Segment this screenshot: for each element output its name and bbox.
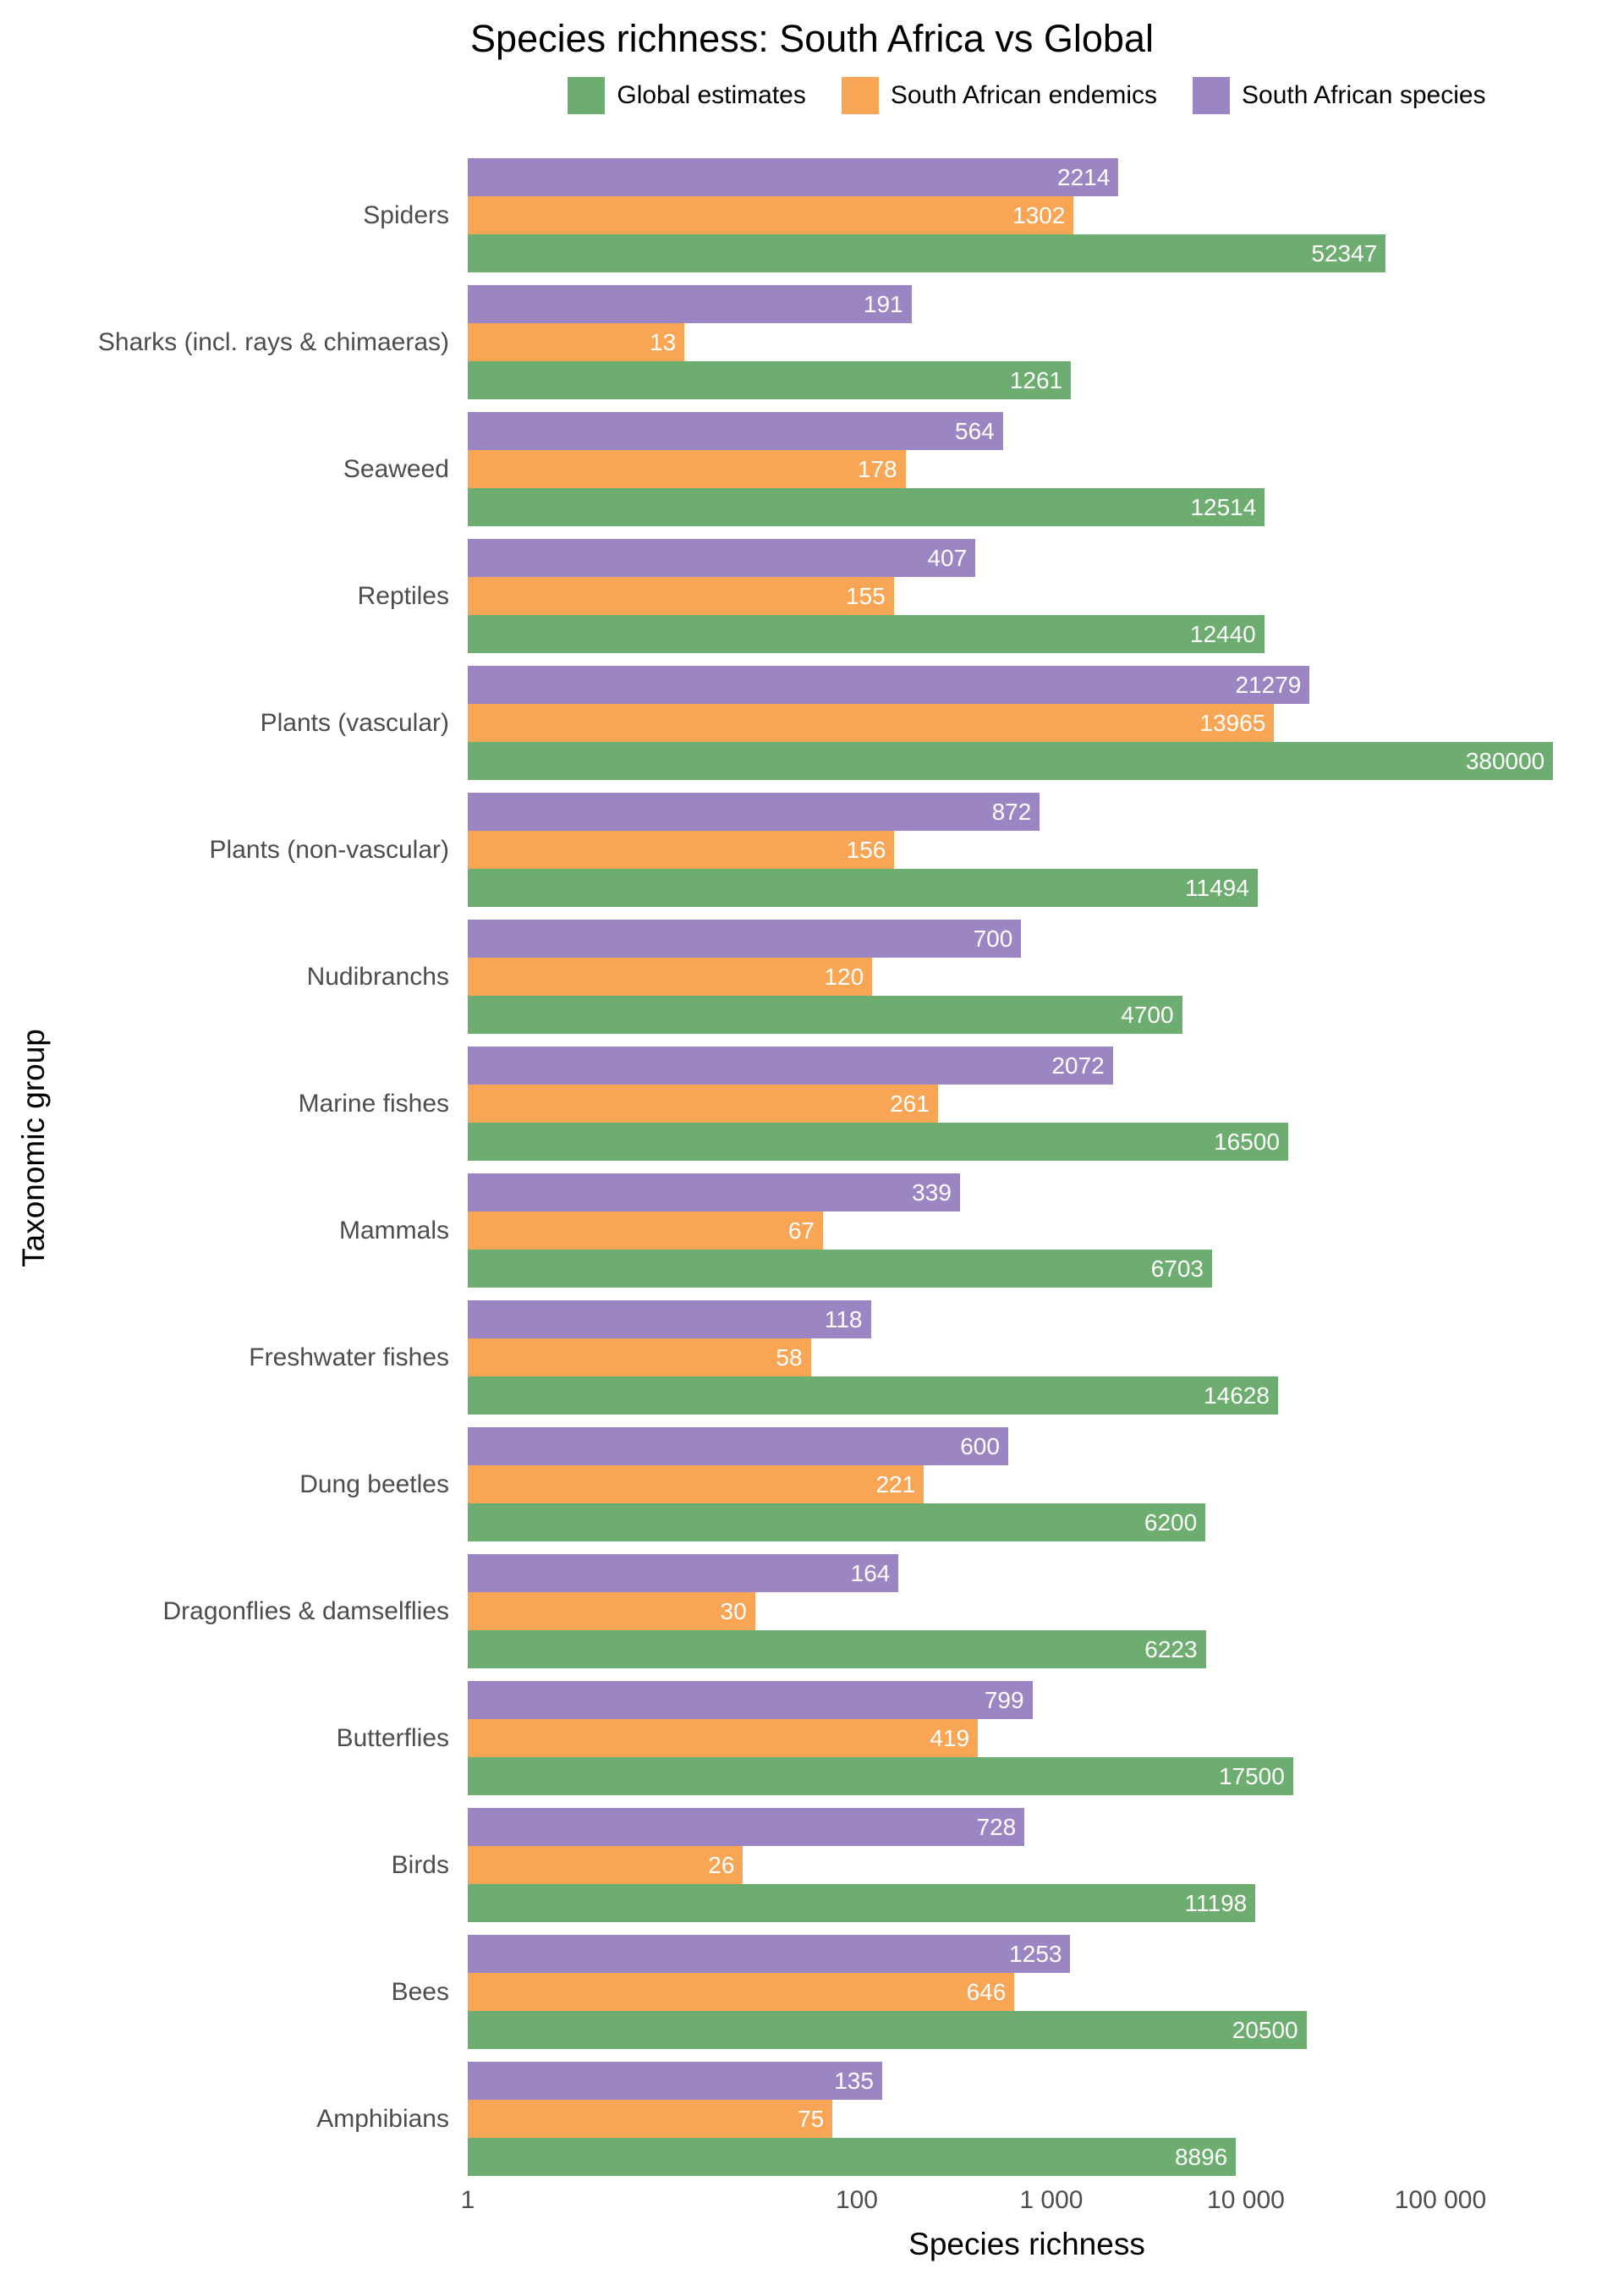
bar [468, 2011, 1307, 2049]
bar [468, 996, 1182, 1034]
category-bars [468, 1047, 1586, 1161]
legend-item [842, 77, 1157, 114]
category-group [0, 920, 1624, 1034]
category-label: Spiders [363, 201, 449, 229]
bar [468, 1592, 755, 1630]
category-bars [468, 1300, 1586, 1415]
bar [468, 920, 1021, 958]
bar [468, 1465, 924, 1503]
bar [468, 361, 1071, 399]
bar [468, 2062, 882, 2100]
bar-value-label: 221 [875, 1470, 916, 1497]
bar-value-label: 12514 [1190, 493, 1257, 520]
bar [468, 1211, 823, 1250]
category-bars [468, 793, 1586, 907]
bar [468, 234, 1385, 272]
bar-value-label: 799 [984, 1686, 1024, 1713]
category-bars [468, 158, 1586, 272]
bar-value-label: 2072 [1051, 1052, 1105, 1079]
bar [468, 158, 1118, 196]
category-label: Dragonflies & damselflies [162, 1596, 449, 1625]
category-group [0, 158, 1624, 272]
bar-value-label: 728 [976, 1813, 1017, 1840]
bar-value-label: 135 [834, 2067, 874, 2094]
bar-value-label: 26 [708, 1851, 735, 1878]
category-bars [468, 666, 1586, 780]
bar-value-label: 120 [824, 963, 864, 990]
legend-swatch [568, 77, 605, 114]
bar [468, 1250, 1212, 1288]
category-label: Birds [391, 1850, 449, 1879]
legend-label: Global estimates [617, 80, 806, 109]
category-group [0, 1300, 1624, 1415]
bar [468, 1554, 898, 1592]
bar-value-label: 13965 [1199, 709, 1266, 736]
x-tick-label: 1 000 [1019, 2186, 1084, 2214]
bar-value-label: 16500 [1214, 1128, 1280, 1155]
category-group [0, 1681, 1624, 1795]
legend-label: South African endemics [890, 80, 1158, 109]
bar-value-label: 872 [991, 798, 1032, 825]
legend-swatch [1193, 77, 1230, 114]
bar-value-label: 261 [890, 1090, 930, 1117]
bar [468, 539, 975, 577]
bar-value-label: 600 [960, 1432, 1000, 1459]
category-bars [468, 539, 1586, 653]
x-axis [460, 2186, 1586, 2218]
legend-item [1193, 77, 1486, 114]
bar [468, 1338, 811, 1376]
bar [468, 666, 1309, 704]
bar [468, 1376, 1278, 1415]
bar-value-label: 12440 [1189, 620, 1256, 647]
chart-title: Species richness: South Africa vs Global [470, 17, 1154, 60]
bar-value-label: 21279 [1235, 671, 1302, 698]
x-tick-label: 100 [835, 2186, 878, 2214]
category-group [0, 1554, 1624, 1668]
bar-value-label: 407 [927, 544, 968, 571]
chart-area [0, 158, 1624, 2262]
category-group [0, 1427, 1624, 1541]
bar-value-label: 339 [912, 1178, 952, 1206]
category-label: Plants (vascular) [260, 708, 449, 737]
bar-value-label: 75 [798, 2105, 825, 2132]
bar [468, 742, 1553, 780]
category-group [0, 2062, 1624, 2176]
bar-value-label: 6223 [1144, 1635, 1198, 1662]
category-group [0, 1047, 1624, 1161]
x-tick-label: 100 000 [1394, 2186, 1487, 2214]
category-label: Reptiles [357, 581, 449, 610]
category-label: Marine fishes [298, 1089, 449, 1118]
bar [468, 615, 1265, 653]
bar [468, 450, 906, 488]
bar [468, 1047, 1113, 1085]
category-label: Freshwater fishes [249, 1343, 449, 1371]
bar-value-label: 58 [776, 1343, 803, 1371]
category-label: Dung beetles [299, 1470, 449, 1498]
bar-value-label: 164 [850, 1559, 891, 1586]
bar [468, 323, 684, 361]
bar [468, 577, 894, 615]
bar [468, 831, 894, 869]
bar-value-label: 1302 [1012, 201, 1066, 228]
bar-value-label: 20500 [1232, 2016, 1298, 2043]
bar-value-label: 17500 [1218, 1762, 1285, 1789]
bar-value-label: 155 [846, 582, 886, 609]
category-label: Nudibranchs [306, 962, 449, 991]
x-axis-title: Species richness [908, 2227, 1145, 2261]
category-label: Plants (non-vascular) [209, 835, 449, 864]
bar-value-label: 1253 [1009, 1940, 1062, 1967]
category-group [0, 1173, 1624, 1288]
category-bars [468, 1173, 1586, 1288]
category-bars [468, 1935, 1586, 2049]
chart-rows [0, 158, 1624, 2176]
bar-value-label: 118 [824, 1305, 863, 1332]
bar [468, 1808, 1024, 1846]
bar-value-label: 1261 [1009, 366, 1063, 393]
bar-value-label: 700 [973, 925, 1013, 952]
bar [468, 1757, 1293, 1795]
bar [468, 412, 1003, 450]
category-label: Seaweed [343, 454, 449, 483]
bar [468, 869, 1258, 907]
bar-value-label: 8896 [1174, 2143, 1228, 2170]
y-axis-title: Taxonomic group [16, 1029, 51, 1267]
bar [468, 2100, 832, 2138]
category-label: Mammals [338, 1216, 449, 1244]
bar-value-label: 646 [966, 1978, 1007, 2005]
bar [468, 1123, 1288, 1161]
x-tick-label: 1 [460, 2186, 475, 2214]
bar-value-label: 6200 [1144, 1508, 1198, 1536]
legend-item [568, 77, 805, 114]
bar-value-label: 191 [863, 290, 903, 317]
bar [468, 196, 1073, 234]
legend-label: South African species [1242, 80, 1486, 109]
bar-value-label: 419 [930, 1724, 970, 1751]
category-label: Amphibians [316, 2104, 449, 2133]
chart-figure [0, 17, 1624, 2291]
category-group [0, 285, 1624, 399]
bar [468, 1173, 960, 1211]
category-group [0, 412, 1624, 526]
bar [468, 488, 1265, 526]
bar [468, 1681, 1033, 1719]
bar [468, 1085, 938, 1123]
category-group [0, 539, 1624, 653]
bar-value-label: 2214 [1057, 163, 1111, 190]
bar-value-label: 11494 [1185, 874, 1249, 901]
bar [468, 1427, 1008, 1465]
bar [468, 793, 1040, 831]
bar-value-label: 6703 [1150, 1255, 1204, 1282]
category-group [0, 793, 1624, 907]
category-bars [468, 1808, 1586, 1922]
bar [468, 1300, 871, 1338]
bar [468, 1846, 743, 1884]
bar-value-label: 13 [650, 328, 677, 355]
bar [468, 1630, 1206, 1668]
chart-legend [468, 76, 1586, 114]
bar-value-label: 30 [720, 1597, 747, 1624]
bar [468, 704, 1274, 742]
category-bars [468, 1681, 1586, 1795]
bar [468, 1973, 1014, 2011]
category-bars [468, 285, 1586, 399]
category-bars [468, 1554, 1586, 1668]
category-group [0, 1935, 1624, 2049]
category-label: Butterflies [336, 1723, 449, 1752]
bar-value-label: 564 [955, 417, 995, 444]
bar-value-label: 178 [857, 455, 897, 482]
bar [468, 1884, 1255, 1922]
category-bars [468, 2062, 1586, 2176]
bar-value-label: 67 [787, 1217, 815, 1244]
bar [468, 958, 872, 996]
legend-swatch [842, 77, 879, 114]
category-group [0, 666, 1624, 780]
bar-value-label: 11198 [1184, 1889, 1248, 1916]
category-bars [468, 412, 1586, 526]
category-label: Bees [391, 1977, 449, 2006]
category-bars [468, 920, 1586, 1034]
x-tick-label: 10 000 [1207, 2186, 1285, 2214]
category-label: Sharks (incl. rays & chimaeras) [97, 327, 449, 356]
category-bars [468, 1427, 1586, 1541]
bar [468, 2138, 1236, 2176]
bar-value-label: 4700 [1121, 1001, 1174, 1028]
bar [468, 285, 912, 323]
bar [468, 1719, 978, 1757]
bar-value-label: 52347 [1311, 239, 1378, 266]
bar-value-label: 156 [846, 836, 886, 863]
bar [468, 1503, 1205, 1541]
category-group [0, 1808, 1624, 1922]
bar [468, 1935, 1070, 1973]
bar-value-label: 14628 [1204, 1382, 1270, 1409]
bar-value-label: 380000 [1465, 747, 1545, 774]
